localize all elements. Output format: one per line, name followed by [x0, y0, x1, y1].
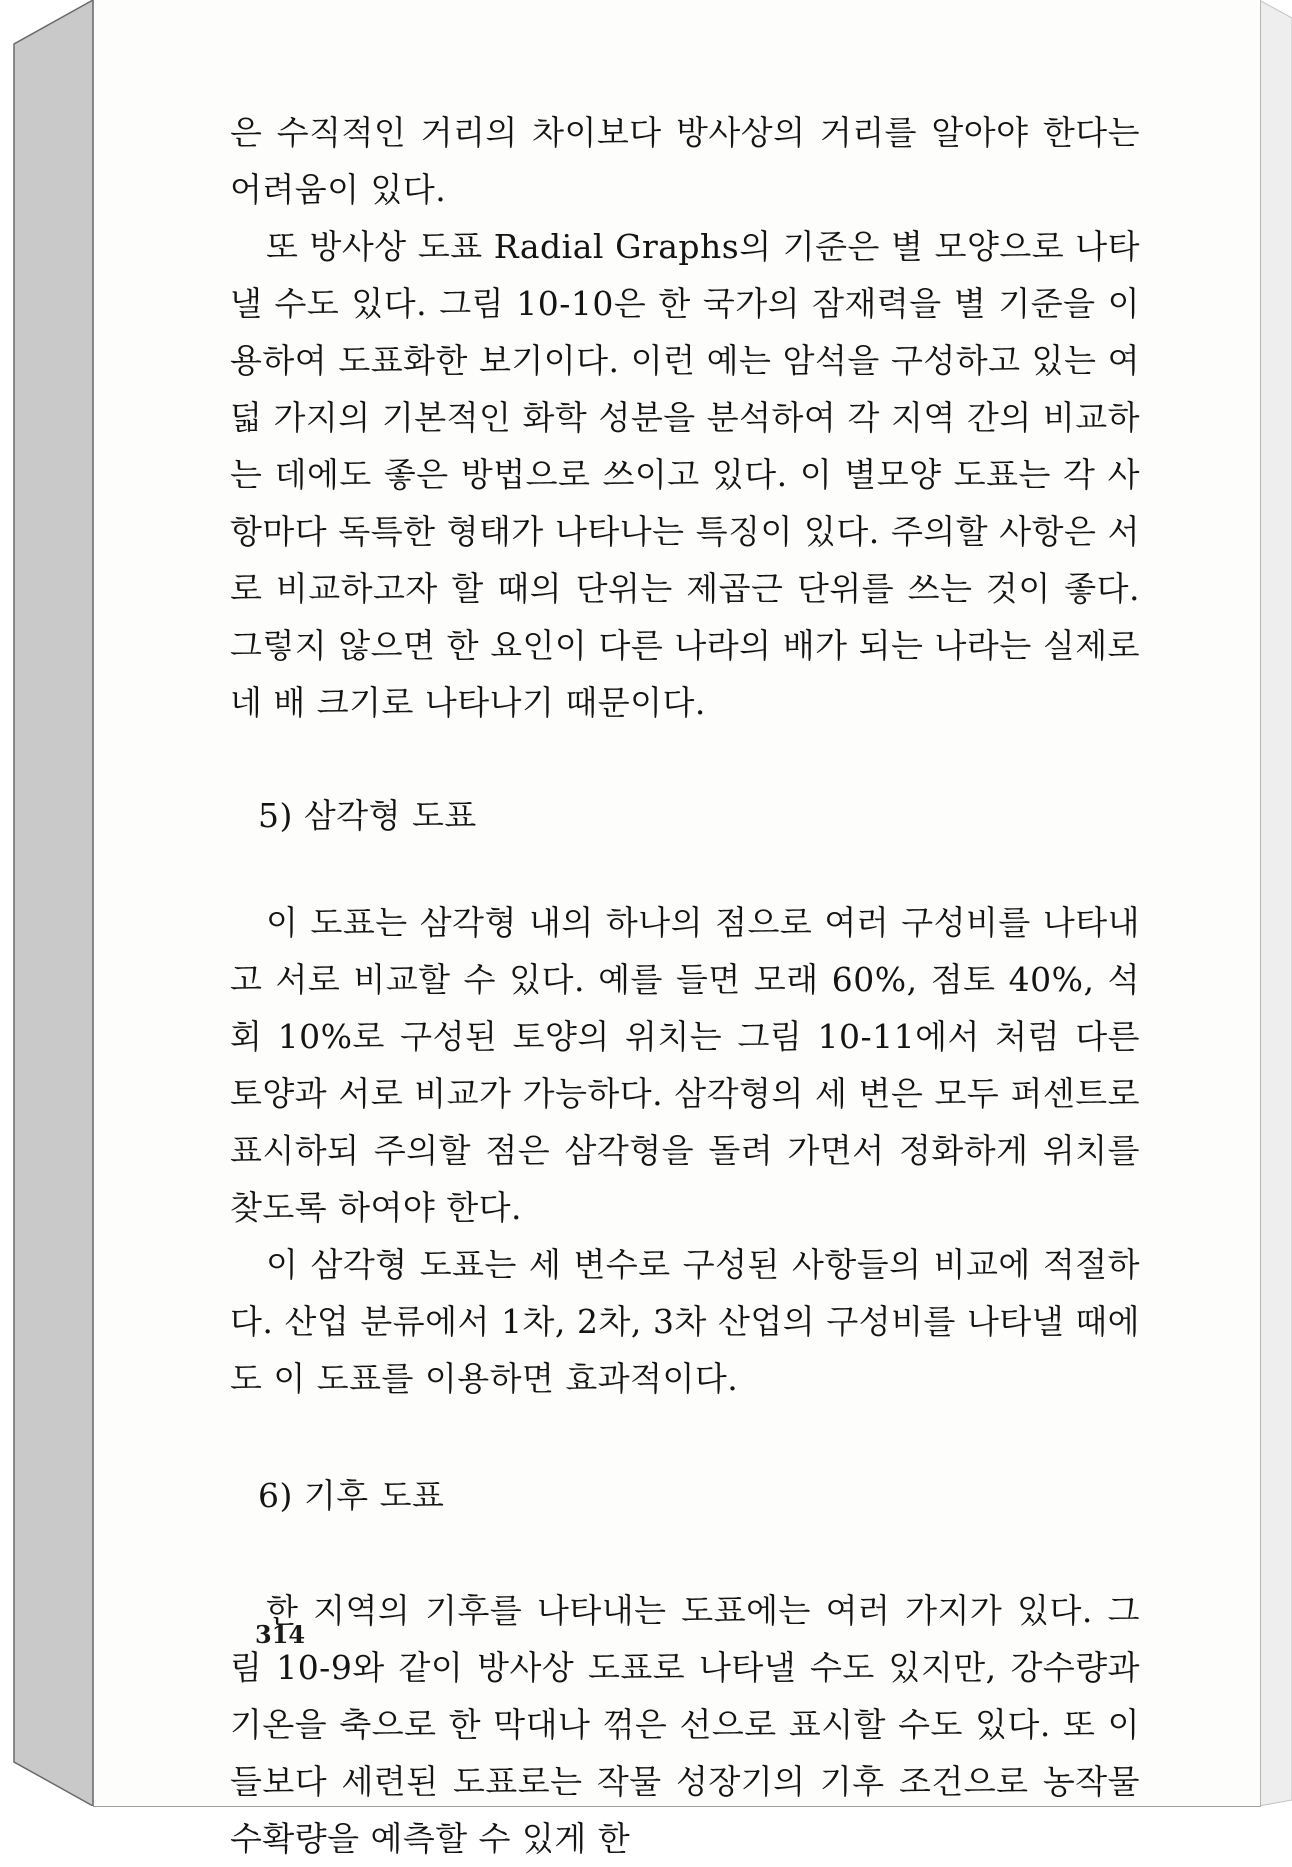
section-heading-climate-graph: 6) 기후 도표	[258, 1476, 445, 1515]
page-number: 314	[255, 1620, 306, 1649]
paragraph-continued: 은 수직적인 거리의 차이보다 방사상의 거리를 알아야 한다는 어려움이 있다.	[230, 113, 1140, 209]
page-body	[230, 104, 1140, 1867]
paragraph-triangle-2: 이 삼각형 도표는 세 변수로 구성된 사항들의 비교에 적절하다. 산업 분류에서 1차, 2차, 3차 산업의 구성비를 나타낼 때에도 이 도표를 이용하면 효과적이다.	[230, 1245, 1140, 1398]
section-heading-triangle-graph: 5) 삼각형 도표	[258, 796, 477, 835]
paragraph-radial-graphs: 또 방사상 도표 Radial Graphs의 기준은 별 모양으로 나타낼 수도 있다. 그림 10-10은 한 국가의 잠재력을 별 기준을 이용하여 도표화한 보기이다. 이런 예는 암석을 구성하고 있는 여덟 가지의 기본적인 화학 성분을 분석하여 각 지역 간의 비교하는 데에도 좋은 방법으로 쓰이고 있다. 이 별모양 도표는 각 사항마다 독특한 형태가 나타나는 특징이 있다. 주의할 사항은 서로 비교하고자 할 때의 단위는 제곱근 단위를 쓰는 것이 좋다. 그렇지 않으면 한 요인이 다른 나라의 배가 되는 나라는 실제로 네 배 크기로 나타나기 때문이다.	[230, 227, 1140, 722]
paragraph-triangle-1: 이 도표는 삼각형 내의 하나의 점으로 여러 구성비를 나타내고 서로 비교할 수 있다. 예를 들면 모래 60%, 점토 40%, 석회 10%로 구성된 토양의 위치는 그림 10-11에서 처럼 다른 토양과 서로 비교가 가능하다. 삼각형의 세 변은 모두 퍼센트로 표시하되 주의할 점은 삼각형을 돌려 가면서 정화하게 위치를 찾도록 하여야 한다.	[230, 903, 1140, 1227]
paragraph-climate-1: 한 지역의 기후를 나타내는 도표에는 여러 가지가 있다. 그림 10-9와 같이 방사상 도표로 나타낼 수도 있지만, 강수량과 기온을 축으로 한 막대나 꺾은 선으로 표시할 수도 있다. 또 이들보다 세련된 도표로는 작물 성장기의 기후 조건으로 농작물 수확량을 예측할 수 있게 한	[230, 1591, 1140, 1858]
